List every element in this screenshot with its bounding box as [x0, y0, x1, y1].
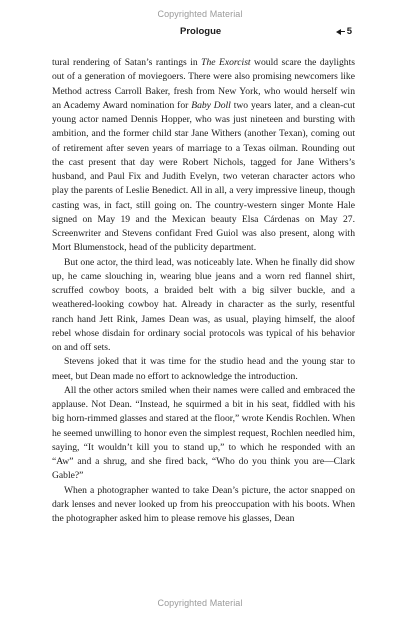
arrow-left-icon [336, 29, 341, 35]
copyright-watermark-bottom: Copyrighted Material [157, 598, 243, 608]
copyright-watermark-top: Copyrighted Material [157, 9, 243, 19]
paragraph: When a photographer wanted to take Dean’s picture, the actor snapped on dark lenses and never looked up from his preoccupation with his boots. When the photographer asked him to please remove his glasses, Dean [52, 484, 355, 524]
paragraph: tural rendering of Satan’s rantings in The Exorcist would scare the daylights out of a generation of moviegoers. There were also promising newcomers like Method actress Carroll Baker, fresh from New York, who would herself win an Academy Award nomination for Baby Doll two years later, and a clean-cut young actor named Dennis Hopper, who was just nineteen and bursting with ambition, and the former child star Jane Withers (another Texan), coming out of retirement after seven years of marriage to a Texas oilman. Rounding out the cast present that day were Robert Nichols, tagged for Jane Withers’s husband, and Paul Fix and Judith Evelyn, two veteran character actors who play the parents of Leslie Benedict. All in all, a very impressive lineup, though casting was, in fact, still going on. The country-western singer Monte Hale signed on May 19 and the Mexican beauty Elsa Cárdenas on May 27. Screenwriter and Stevens confidant Fred Guiol was also present, along with Mort Blumenstock, head of the publicity department. [52, 57, 356, 254]
page-number: 5 [346, 26, 352, 37]
paragraph: But one actor, the third lead, was noticeably late. When he finally did show up, he came slouching in, wearing blue jeans and a worn red flannel shirt, scruffed cowboy boots, a braided belt with a big silver buckle, and a weathered-looking cowboy hat. Already in character as the surly, resentful ranch hand Jett Rink, James Dean was, as usual, playing himself, the aloof rebel whose disdain for ordinary social protocols was typical of his behavior on and off sets. [52, 256, 355, 353]
page-number-group [336, 26, 352, 37]
italic-title: The Exorcist [201, 57, 251, 68]
running-head [52, 26, 352, 40]
chapter-title: Prologue [180, 26, 222, 37]
body-text [52, 56, 355, 526]
italic-title: Baby Doll [191, 99, 231, 111]
paragraph: Stevens joked that it was time for the studio head and the young star to meet, but Dean made no effort to acknowledge the introduction. [52, 356, 355, 382]
paragraph: All the other actors smiled when their names were called and embraced the applause. Not Dean. “Instead, he squirmed a bit in his seat, fiddled with his big horn-rimmed glasses and stared at the floor,” wrote Kendis Rochlen. When he seemed unwilling to honor even the simplest request, Rochlen needled him, saying, “It wouldn’t kill you to stand up,” to which he responded with an “Aw” and a shrug, and she fired back, “Who do you think you are—Clark Gable?” [52, 384, 355, 482]
